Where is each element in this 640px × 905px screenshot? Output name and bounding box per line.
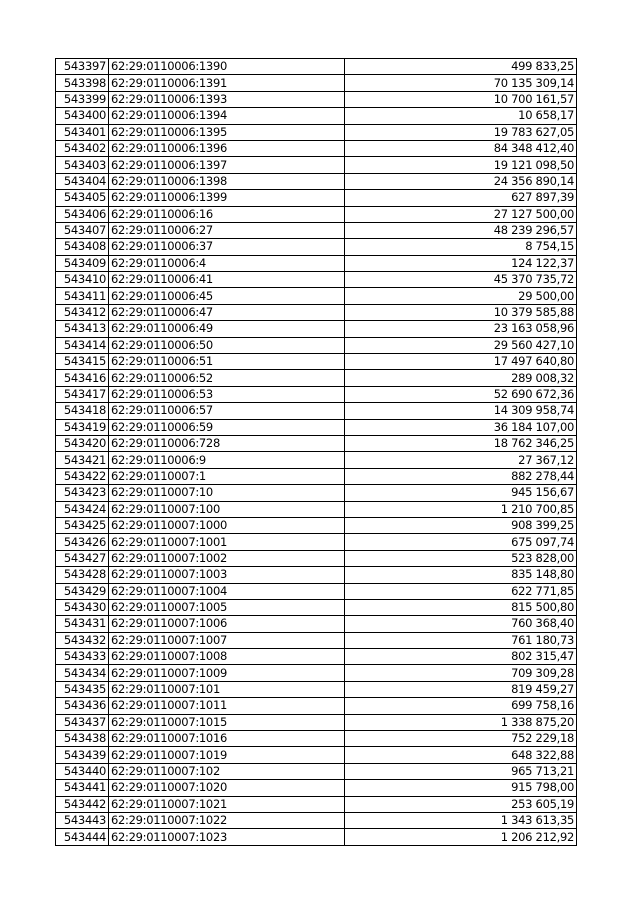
row-number: 543404 (56, 173, 109, 189)
table-row (56, 272, 577, 288)
table-row (56, 665, 577, 681)
row-number: 543416 (56, 370, 109, 386)
cadastral-number: 62:29:0110006:53 (109, 386, 345, 402)
cadastral-number: 62:29:0110006:41 (109, 272, 345, 288)
table-row (56, 452, 577, 468)
cadastral-number: 62:29:0110006:27 (109, 222, 345, 238)
cadastral-number: 62:29:0110006:37 (109, 239, 345, 255)
cadastral-number: 62:29:0110006:52 (109, 370, 345, 386)
table-row (56, 698, 577, 714)
cadastral-number: 62:29:0110006:16 (109, 206, 345, 222)
row-number: 543443 (56, 812, 109, 828)
cadastral-number: 62:29:0110006:1399 (109, 190, 345, 206)
cadastral-value: 627 897,39 (345, 190, 577, 206)
table-row (56, 75, 577, 91)
cadastral-number: 62:29:0110007:10 (109, 485, 345, 501)
table-row (56, 763, 577, 779)
cadastral-value: 24 356 890,14 (345, 173, 577, 189)
cadastral-value: 965 713,21 (345, 763, 577, 779)
cadastral-number: 62:29:0110006:47 (109, 304, 345, 320)
cadastral-value: 815 500,80 (345, 599, 577, 615)
cadastral-value: 1 210 700,85 (345, 501, 577, 517)
cadastral-number: 62:29:0110007:1000 (109, 517, 345, 533)
table-row (56, 206, 577, 222)
cadastral-number: 62:29:0110006:57 (109, 403, 345, 419)
table-row (56, 616, 577, 632)
cadastral-value: 760 368,40 (345, 616, 577, 632)
row-number: 543399 (56, 91, 109, 107)
table-row (56, 59, 577, 75)
cadastral-value: 124 122,37 (345, 255, 577, 271)
cadastral-number: 62:29:0110006:50 (109, 337, 345, 353)
row-number: 543405 (56, 190, 109, 206)
table-row (56, 632, 577, 648)
row-number: 543411 (56, 288, 109, 304)
row-number: 543421 (56, 452, 109, 468)
table-row (56, 337, 577, 353)
row-number: 543424 (56, 501, 109, 517)
row-number: 543409 (56, 255, 109, 271)
cadastral-value: 675 097,74 (345, 534, 577, 550)
cadastral-number: 62:29:0110006:1396 (109, 140, 345, 156)
row-number: 543419 (56, 419, 109, 435)
cadastral-value: 1 206 212,92 (345, 829, 577, 845)
row-number: 543444 (56, 829, 109, 845)
cadastral-value: 19 783 627,05 (345, 124, 577, 140)
cadastral-value: 622 771,85 (345, 583, 577, 599)
table-row (56, 124, 577, 140)
row-number: 543431 (56, 616, 109, 632)
row-number: 543408 (56, 239, 109, 255)
row-number: 543402 (56, 140, 109, 156)
cadastral-number: 62:29:0110006:1398 (109, 173, 345, 189)
cadastral-number: 62:29:0110006:1391 (109, 75, 345, 91)
cadastral-value: 23 163 058,96 (345, 321, 577, 337)
cadastral-number: 62:29:0110007:1019 (109, 747, 345, 763)
cadastral-value: 14 309 958,74 (345, 403, 577, 419)
cadastral-number: 62:29:0110007:1016 (109, 731, 345, 747)
row-number: 543413 (56, 321, 109, 337)
row-number: 543410 (56, 272, 109, 288)
cadastral-number: 62:29:0110006:1397 (109, 157, 345, 173)
table-row (56, 386, 577, 402)
cadastral-value: 18 762 346,25 (345, 435, 577, 451)
row-number: 543427 (56, 550, 109, 566)
row-number: 543406 (56, 206, 109, 222)
cadastral-number: 62:29:0110006:45 (109, 288, 345, 304)
row-number: 543407 (56, 222, 109, 238)
row-number: 543401 (56, 124, 109, 140)
table-row (56, 599, 577, 615)
cadastral-value: 945 156,67 (345, 485, 577, 501)
cadastral-value: 709 309,28 (345, 665, 577, 681)
table-row (56, 714, 577, 730)
row-number: 543412 (56, 304, 109, 320)
table-row (56, 321, 577, 337)
cadastral-value: 36 184 107,00 (345, 419, 577, 435)
row-number: 543432 (56, 632, 109, 648)
row-number: 543433 (56, 649, 109, 665)
table-row (56, 239, 577, 255)
row-number: 543425 (56, 517, 109, 533)
table-row (56, 403, 577, 419)
table-row (56, 288, 577, 304)
cadastral-value: 52 690 672,36 (345, 386, 577, 402)
cadastral-value: 45 370 735,72 (345, 272, 577, 288)
cadastral-value: 289 008,32 (345, 370, 577, 386)
row-number: 543422 (56, 468, 109, 484)
cadastral-number: 62:29:0110007:1011 (109, 698, 345, 714)
cadastral-number: 62:29:0110007:102 (109, 763, 345, 779)
cadastral-number: 62:29:0110007:1020 (109, 780, 345, 796)
table-row (56, 173, 577, 189)
cadastral-value: 752 229,18 (345, 731, 577, 747)
cadastral-number: 62:29:0110007:1001 (109, 534, 345, 550)
cadastral-number: 62:29:0110007:1008 (109, 649, 345, 665)
row-number: 543400 (56, 108, 109, 124)
cadastral-number: 62:29:0110006:1394 (109, 108, 345, 124)
cadastral-number: 62:29:0110006:1393 (109, 91, 345, 107)
table-row (56, 829, 577, 845)
table-row (56, 517, 577, 533)
cadastral-number: 62:29:0110007:1003 (109, 567, 345, 583)
table-row (56, 796, 577, 812)
cadastral-value: 84 348 412,40 (345, 140, 577, 156)
row-number: 543397 (56, 59, 109, 75)
cadastral-number: 62:29:0110007:1022 (109, 812, 345, 828)
cadastral-value: 835 148,80 (345, 567, 577, 583)
cadastral-value: 802 315,47 (345, 649, 577, 665)
table-row (56, 140, 577, 156)
table-row (56, 780, 577, 796)
table-row (56, 157, 577, 173)
row-number: 543415 (56, 354, 109, 370)
cadastral-number: 62:29:0110007:1005 (109, 599, 345, 615)
cadastral-number: 62:29:0110007:1002 (109, 550, 345, 566)
cadastral-value: 1 338 875,20 (345, 714, 577, 730)
cadastral-value-table (55, 58, 577, 846)
cadastral-value: 8 754,15 (345, 239, 577, 255)
table-row (56, 419, 577, 435)
table-row (56, 649, 577, 665)
row-number: 543430 (56, 599, 109, 615)
cadastral-value: 915 798,00 (345, 780, 577, 796)
cadastral-value: 70 135 309,14 (345, 75, 577, 91)
cadastral-value: 10 379 585,88 (345, 304, 577, 320)
cadastral-number: 62:29:0110007:1004 (109, 583, 345, 599)
cadastral-number: 62:29:0110007:1007 (109, 632, 345, 648)
cadastral-value: 1 343 613,35 (345, 812, 577, 828)
row-number: 543441 (56, 780, 109, 796)
row-number: 543426 (56, 534, 109, 550)
row-number: 543429 (56, 583, 109, 599)
cadastral-number: 62:29:0110006:59 (109, 419, 345, 435)
row-number: 543423 (56, 485, 109, 501)
table-row (56, 91, 577, 107)
table-row (56, 304, 577, 320)
cadastral-value: 699 758,16 (345, 698, 577, 714)
cadastral-number: 62:29:0110006:1395 (109, 124, 345, 140)
table-row (56, 485, 577, 501)
cadastral-value: 10 658,17 (345, 108, 577, 124)
table-row (56, 747, 577, 763)
cadastral-value: 17 497 640,80 (345, 354, 577, 370)
table-row (56, 534, 577, 550)
cadastral-value: 29 560 427,10 (345, 337, 577, 353)
table-row (56, 812, 577, 828)
row-number: 543442 (56, 796, 109, 812)
row-number: 543417 (56, 386, 109, 402)
cadastral-value: 523 828,00 (345, 550, 577, 566)
row-number: 543420 (56, 435, 109, 451)
cadastral-number: 62:29:0110006:51 (109, 354, 345, 370)
table-row (56, 550, 577, 566)
cadastral-number: 62:29:0110006:728 (109, 435, 345, 451)
cadastral-number: 62:29:0110006:1390 (109, 59, 345, 75)
cadastral-number: 62:29:0110007:1 (109, 468, 345, 484)
cadastral-number: 62:29:0110007:1015 (109, 714, 345, 730)
cadastral-value: 27 127 500,00 (345, 206, 577, 222)
cadastral-value: 882 278,44 (345, 468, 577, 484)
table-row (56, 435, 577, 451)
table-row (56, 468, 577, 484)
row-number: 543435 (56, 681, 109, 697)
cadastral-number: 62:29:0110007:101 (109, 681, 345, 697)
row-number: 543437 (56, 714, 109, 730)
cadastral-number: 62:29:0110006:9 (109, 452, 345, 468)
table-row (56, 583, 577, 599)
table-row (56, 190, 577, 206)
cadastral-value: 648 322,88 (345, 747, 577, 763)
table-row (56, 108, 577, 124)
cadastral-value: 27 367,12 (345, 452, 577, 468)
table-row (56, 370, 577, 386)
cadastral-value: 499 833,25 (345, 59, 577, 75)
cadastral-number: 62:29:0110007:100 (109, 501, 345, 517)
table-row (56, 501, 577, 517)
cadastral-value: 761 180,73 (345, 632, 577, 648)
row-number: 543414 (56, 337, 109, 353)
cadastral-value: 908 399,25 (345, 517, 577, 533)
cadastral-number: 62:29:0110006:49 (109, 321, 345, 337)
table-row (56, 567, 577, 583)
row-number: 543440 (56, 763, 109, 779)
row-number: 543436 (56, 698, 109, 714)
cadastral-number: 62:29:0110007:1009 (109, 665, 345, 681)
row-number: 543439 (56, 747, 109, 763)
row-number: 543434 (56, 665, 109, 681)
table-body (56, 59, 577, 846)
cadastral-value: 819 459,27 (345, 681, 577, 697)
cadastral-number: 62:29:0110007:1023 (109, 829, 345, 845)
cadastral-value: 48 239 296,57 (345, 222, 577, 238)
cadastral-value: 253 605,19 (345, 796, 577, 812)
cadastral-number: 62:29:0110007:1021 (109, 796, 345, 812)
cadastral-number: 62:29:0110006:4 (109, 255, 345, 271)
table-row (56, 354, 577, 370)
cadastral-value: 19 121 098,50 (345, 157, 577, 173)
row-number: 543403 (56, 157, 109, 173)
cadastral-number: 62:29:0110007:1006 (109, 616, 345, 632)
cadastral-value: 29 500,00 (345, 288, 577, 304)
row-number: 543428 (56, 567, 109, 583)
row-number: 543398 (56, 75, 109, 91)
table-row (56, 255, 577, 271)
row-number: 543418 (56, 403, 109, 419)
row-number: 543438 (56, 731, 109, 747)
table-row (56, 731, 577, 747)
cadastral-value: 10 700 161,57 (345, 91, 577, 107)
table-row (56, 222, 577, 238)
table-row (56, 681, 577, 697)
